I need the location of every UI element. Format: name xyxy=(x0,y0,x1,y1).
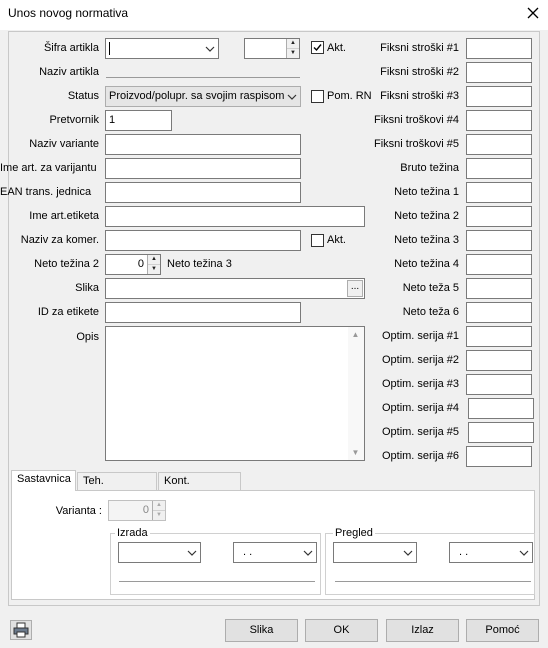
pretvornik-value: 1 xyxy=(109,114,116,126)
right-input[interactable] xyxy=(466,230,532,251)
right-input[interactable] xyxy=(466,302,532,323)
right-input[interactable] xyxy=(466,182,532,203)
neto3-label: Neto težina 3 xyxy=(167,258,232,270)
naziv-variante-label: Naziv variante xyxy=(29,138,99,150)
right-input[interactable] xyxy=(466,134,532,155)
print-button[interactable] xyxy=(10,620,32,640)
id-etikete-input[interactable] xyxy=(105,302,301,323)
sifra-spin-input[interactable] xyxy=(244,38,300,59)
slika-button[interactable]: Slika xyxy=(225,619,298,642)
ok-button[interactable]: OK xyxy=(305,619,378,642)
right-input[interactable] xyxy=(466,326,532,347)
tab-sastavnica[interactable]: Sastavnica xyxy=(11,470,76,491)
right-input[interactable] xyxy=(466,374,532,395)
izrada-combo-2[interactable] xyxy=(233,542,317,563)
vertical-scrollbar[interactable] xyxy=(348,327,364,460)
scroll-down-icon[interactable]: ▼ xyxy=(351,448,360,457)
right-label: Optim. serija #5 xyxy=(381,426,459,438)
status-select[interactable] xyxy=(105,86,301,107)
right-label: Fiksni stroški #1 xyxy=(380,42,459,54)
right-label: Neto težina 4 xyxy=(394,258,459,270)
naziv-komer-input[interactable] xyxy=(105,230,301,251)
pregled-field xyxy=(335,581,531,582)
right-label: Optim. serija #4 xyxy=(381,402,459,414)
naziv-komer-label: Naziv za komer. xyxy=(20,234,99,246)
pretvornik-label: Pretvornik xyxy=(49,114,99,126)
sifra-label: Šifra artikla xyxy=(43,42,99,54)
right-input[interactable] xyxy=(466,254,532,275)
right-input[interactable] xyxy=(466,158,532,179)
sifra-combo[interactable] xyxy=(105,38,219,59)
izrada-label: Izrada xyxy=(117,527,148,539)
tab-kont-postupak[interactable]: Kont. xyxy=(158,472,241,491)
right-label: Fiksni troškovi #5 xyxy=(374,138,459,150)
spin-down-icon[interactable]: ▼ xyxy=(151,265,157,272)
ime-art-etiketa-input[interactable] xyxy=(105,206,365,227)
browse-button[interactable]: ... xyxy=(347,280,363,297)
scroll-up-icon[interactable]: ▲ xyxy=(351,330,360,339)
izrada-combo2-value: . . xyxy=(243,546,253,558)
neto2-spin-input[interactable] xyxy=(105,254,161,275)
right-input[interactable] xyxy=(466,206,532,227)
check-icon xyxy=(312,42,323,53)
right-label: Fiksni stroški #2 xyxy=(380,66,459,78)
akt2-checkbox[interactable] xyxy=(311,234,324,247)
chevron-down-icon xyxy=(187,548,197,558)
id-etikete-label: ID za etikete xyxy=(37,306,99,318)
varianta-label: Varianta : xyxy=(55,505,102,517)
tab-teh-postupak[interactable]: Teh. xyxy=(77,472,157,491)
spin-up-icon[interactable]: ▲ xyxy=(153,501,165,511)
right-input[interactable] xyxy=(466,350,532,371)
right-input[interactable] xyxy=(466,446,532,467)
spinner[interactable] xyxy=(286,39,299,58)
pom-rn-label: Pom. RN xyxy=(327,90,372,102)
right-input[interactable] xyxy=(466,38,532,59)
pomoc-button[interactable]: Pomoć xyxy=(466,619,539,642)
close-icon[interactable] xyxy=(522,3,544,23)
right-label: Neto težina 1 xyxy=(394,186,459,198)
right-label: Optim. serija #1 xyxy=(381,330,459,342)
akt2-label: Akt. xyxy=(327,234,346,246)
pretvornik-input[interactable] xyxy=(105,110,172,131)
right-label: Neto težina 2 xyxy=(394,210,459,222)
ean-input[interactable] xyxy=(105,182,301,203)
slika-label: Slika xyxy=(75,282,99,294)
right-label: Neto težina 3 xyxy=(394,234,459,246)
right-input[interactable] xyxy=(466,62,532,83)
right-label: Optim. serija #3 xyxy=(381,378,459,390)
naziv-label: Naziv artikla xyxy=(39,66,99,78)
slika-input[interactable] xyxy=(105,278,365,299)
pregled-combo2-value: . . xyxy=(459,546,469,558)
printer-icon xyxy=(11,621,31,639)
pregled-combo-2[interactable] xyxy=(449,542,533,563)
spin-down-icon[interactable]: ▼ xyxy=(290,49,296,56)
pom-rn-checkbox[interactable] xyxy=(311,90,324,103)
akt-checkbox[interactable] xyxy=(311,41,324,54)
right-label: Fiksni troškovi #4 xyxy=(374,114,459,126)
opis-textarea[interactable] xyxy=(105,326,365,461)
status-value: Proizvod/polupr. sa svojim raspisom xyxy=(109,90,285,102)
right-input[interactable] xyxy=(466,278,532,299)
izlaz-button[interactable]: Izlaz xyxy=(386,619,459,642)
right-label: Optim. serija #6 xyxy=(381,450,459,462)
opis-label: Opis xyxy=(76,331,99,343)
izrada-field xyxy=(119,581,315,582)
akt-label: Akt. xyxy=(327,42,346,54)
neto2-label: Neto težina 2 xyxy=(34,258,99,270)
status-label: Status xyxy=(67,90,99,102)
varianta-value: 0 xyxy=(142,504,149,516)
right-input[interactable] xyxy=(466,86,532,107)
neto2-value: 0 xyxy=(137,258,144,270)
window-title: Unos novog normativa xyxy=(8,6,129,20)
pregled-label: Pregled xyxy=(335,527,373,539)
text-caret xyxy=(109,42,110,55)
chevron-down-icon xyxy=(403,548,413,558)
right-label: Optim. serija #2 xyxy=(381,354,459,366)
pregled-combo-1[interactable] xyxy=(333,542,417,563)
ime-art-var-label: Ime art. za varijantu xyxy=(0,162,97,174)
right-label: Neto teža 6 xyxy=(402,306,459,318)
spin-up-icon[interactable]: ▲ xyxy=(287,39,299,49)
right-input[interactable] xyxy=(468,398,534,419)
naziv-variante-input[interactable] xyxy=(105,134,301,155)
spinner[interactable] xyxy=(147,255,160,274)
right-input[interactable] xyxy=(466,110,532,131)
right-input[interactable] xyxy=(468,422,534,443)
chevron-down-icon xyxy=(303,548,313,558)
right-label: Neto teža 5 xyxy=(402,282,459,294)
spinner[interactable] xyxy=(152,501,165,520)
ime-art-etiketa-label: Ime art.etiketa xyxy=(29,210,99,222)
chevron-down-icon xyxy=(287,92,297,102)
izrada-combo-1[interactable] xyxy=(118,542,201,563)
right-label: Fiksni stroški #3 xyxy=(380,90,459,102)
spin-down-icon[interactable]: ▼ xyxy=(156,511,162,518)
chevron-down-icon xyxy=(205,44,215,54)
ean-label: EAN trans. jednica xyxy=(0,186,92,198)
naziv-artikla-field xyxy=(106,77,300,78)
right-label: Bruto težina xyxy=(400,162,459,174)
spin-up-icon[interactable]: ▲ xyxy=(148,255,160,265)
ime-art-var-input[interactable] xyxy=(105,158,301,179)
varianta-spin-input[interactable] xyxy=(108,500,166,521)
chevron-down-icon xyxy=(519,548,529,558)
